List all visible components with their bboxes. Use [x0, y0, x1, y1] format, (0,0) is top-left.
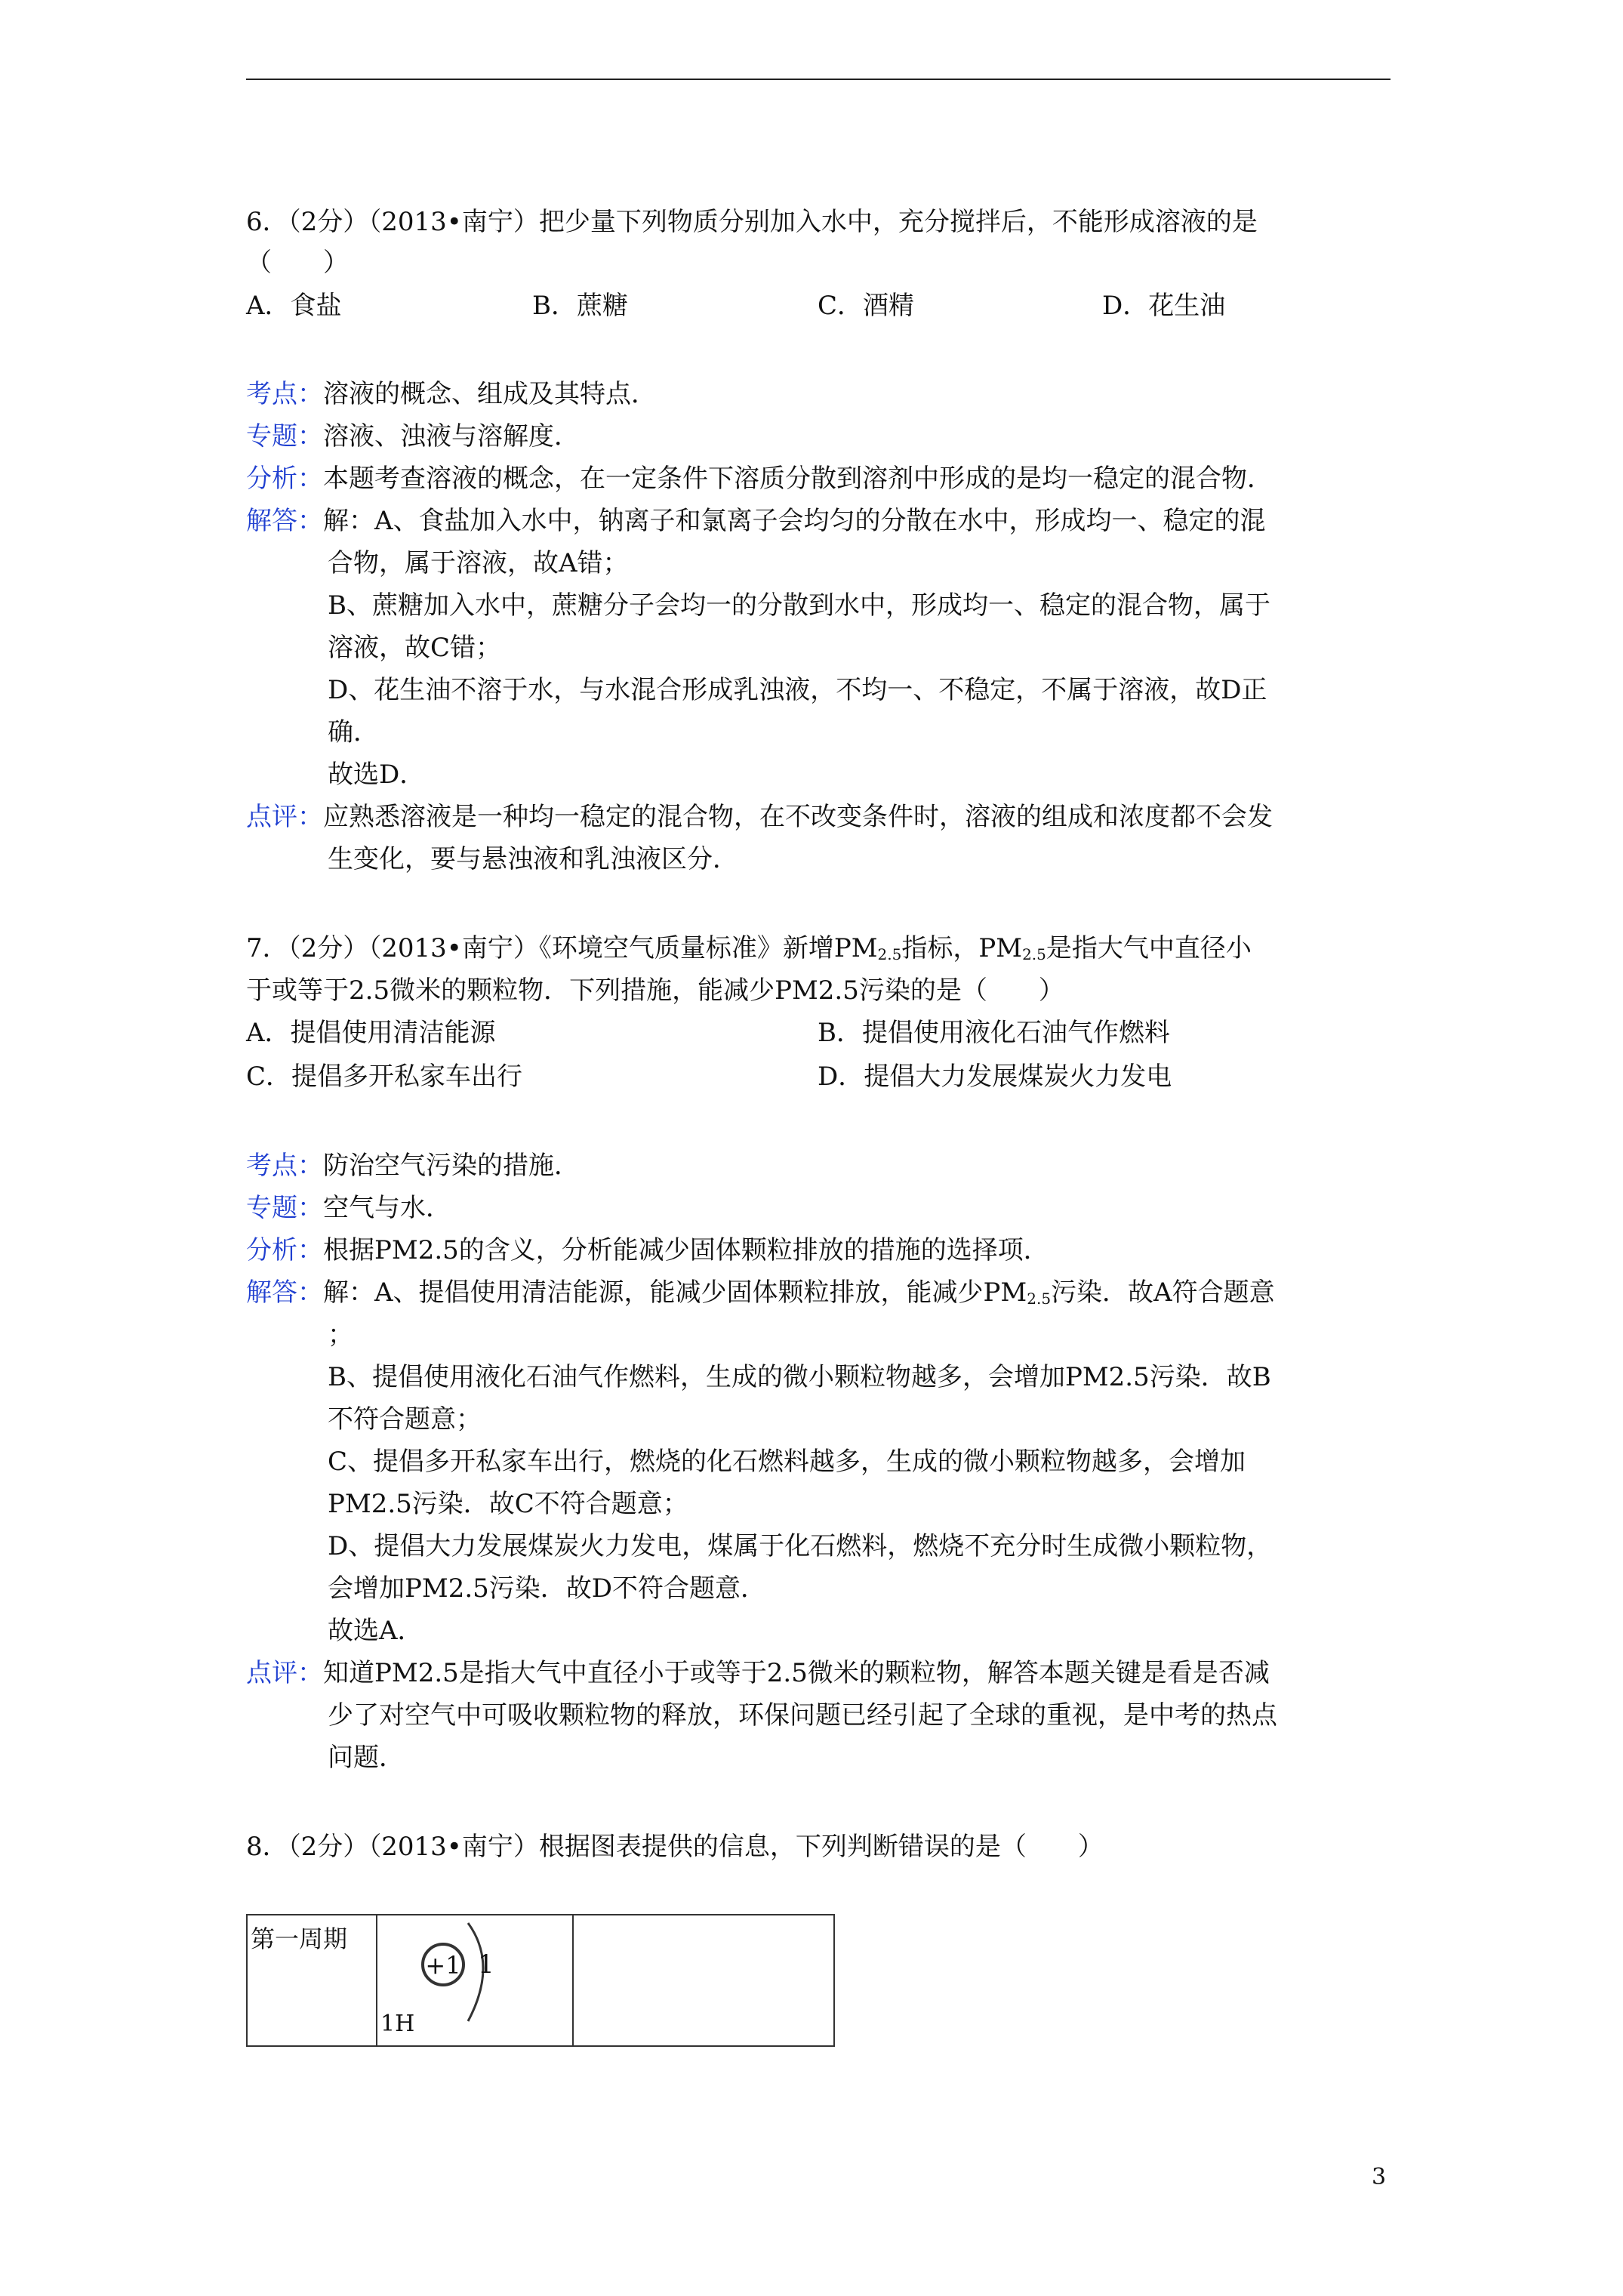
q6-stem-line-2: （ ） [246, 248, 349, 278]
q7-dianping-line: 问题． [328, 1743, 405, 1773]
q6-jieda-line: B、蔗糖加入水中，蔗糖分子会均一的分散到水中，形成均一、稳定的混合物，属于 [328, 590, 1270, 621]
electron-count: 1 [478, 1949, 494, 1980]
q6-jieda: 解答：解：A、食盐加入水中，钠离子和氯离子会均匀的分散在水中，形成均一、稳定的混 [246, 506, 1266, 536]
q8-stem: 8．（2分）（2013•南宁）根据图表提供的信息，下列判断错误的是（ ） [246, 1832, 1104, 1862]
q7-jieda-line: 不符合题意； [328, 1404, 482, 1435]
page-number: 3 [1372, 2164, 1387, 2190]
q6-zhuanti: 专题：溶液、浊液与溶解度． [246, 421, 580, 451]
q6-option-c: C．酒精 [818, 291, 915, 321]
q6-jieda-line: 合物，属于溶液，故A错； [328, 548, 629, 578]
q6-zhuanti-label: 专题： [246, 421, 323, 451]
q7-jieda-line: 会增加PM2.5污染．故D不符合题意． [328, 1573, 767, 1604]
q7-jieda: 解答：解：A、提倡使用清洁能源，能减少固体颗粒排放，能减少$PM_{2.5}$污染．故A符合题意 [246, 1277, 1275, 1308]
q7-option-c: C．提倡多开私家车出行 [246, 1062, 523, 1092]
q6-option-d: D．花生油 [1102, 291, 1226, 321]
q7-fenxi: 分析：根据PM2.5的含义，分析能减少固体颗粒排放的措施的选择项． [246, 1235, 1049, 1265]
q7-dianping-line: 少了对空气中可吸收颗粒物的释放，环保问题已经引起了全球的重视，是中考的热点 [328, 1700, 1277, 1730]
q6-jieda-label: 解答： [246, 506, 323, 536]
q6-kaodian-label: 考点： [246, 379, 323, 409]
q6-fenxi-label: 分析： [246, 464, 323, 494]
q6-jieda-line: 溶液，故C错； [328, 633, 502, 663]
q7-fenxi-label: 分析： [246, 1235, 323, 1265]
empty-cell [573, 1915, 834, 2046]
q6-fenxi: 分析：本题考查溶液的概念，在一定条件下溶质分散到溶剂中形成的是均一稳定的混合物． [246, 464, 1273, 494]
q7-option-d: D．提倡大力发展煤炭火力发电 [818, 1062, 1172, 1092]
q6-dianping-line: 生变化，要与悬浊液和乳浊液区分． [328, 844, 738, 874]
q7-stem-line-1: 7．（2分）（2013•南宁）《环境空气质量标准》新增$PM_{2.5}$指标，$PM_{2.5}$是指大气中直径小 [246, 933, 1252, 963]
q6-kaodian: 考点：溶液的概念、组成及其特点． [246, 379, 657, 409]
periodic-table [246, 1914, 835, 2047]
header-rule [246, 79, 1390, 80]
q7-jieda-line: ； [328, 1320, 353, 1350]
period-label: 第一周期 [247, 1915, 377, 2046]
hydrogen-atom-diagram [377, 1915, 572, 2041]
q6-dianping: 点评：应熟悉溶液是一种均一稳定的混合物，在不改变条件时，溶液的组成和浓度都不会发 [246, 802, 1273, 832]
q7-stem-line-2: 于或等于2.5微米的颗粒物．下列措施，能减少PM2.5污染的是（ ） [246, 975, 1064, 1006]
q6-jieda-line: 确． [328, 717, 379, 747]
q7-kaodian: 考点：防治空气污染的措施． [246, 1151, 580, 1181]
q6-jieda-line: 故选D． [328, 760, 426, 790]
element-symbol: 1H [380, 2011, 415, 2037]
q7-option-b: B．提倡使用液化石油气作燃料 [818, 1018, 1170, 1048]
q6-option-a: A．食盐 [246, 291, 342, 321]
q6-stem-line-1: 6．（2分）（2013•南宁）把少量下列物质分别加入水中，充分搅拌后，不能形成溶液的是 [246, 207, 1258, 237]
q7-jieda-line: C、提倡多开私家车出行，燃烧的化石燃料越多，生成的微小颗粒物越多，会增加 [328, 1447, 1246, 1477]
q7-jieda-line: D、提倡大力发展煤炭火力发电，煤属于化石燃料，燃烧不充分时生成微小颗粒物， [328, 1531, 1273, 1561]
q7-zhuanti: 专题：空气与水． [246, 1193, 451, 1223]
q7-option-a: A．提倡使用清洁能源 [246, 1018, 496, 1048]
q7-jieda-line: 故选A． [328, 1616, 423, 1646]
q6-jieda-line: D、花生油不溶于水，与水混合形成乳浊液，不均一、不稳定，不属于溶液，故D正 [328, 675, 1267, 705]
q7-zhuanti-label: 专题： [246, 1193, 323, 1223]
q7-kaodian-label: 考点： [246, 1151, 323, 1181]
q7-dianping-label: 点评： [246, 1658, 323, 1688]
q7-jieda-line: B、提倡使用液化石油气作燃料，生成的微小颗粒物越多，会增加PM2.5污染．故B [328, 1362, 1271, 1392]
nucleus-charge: +1 [425, 1951, 461, 1980]
q7-jieda-line: PM2.5污染．故C不符合题意； [328, 1489, 688, 1519]
q6-dianping-label: 点评： [246, 802, 323, 832]
q6-option-b: B．蔗糖 [532, 291, 628, 321]
hydrogen-cell [377, 1915, 573, 2046]
q7-jieda-label: 解答： [246, 1277, 323, 1308]
q7-dianping: 点评：知道PM2.5是指大气中直径小于或等于2.5微米的颗粒物，解答本题关键是看是否减 [246, 1658, 1270, 1688]
